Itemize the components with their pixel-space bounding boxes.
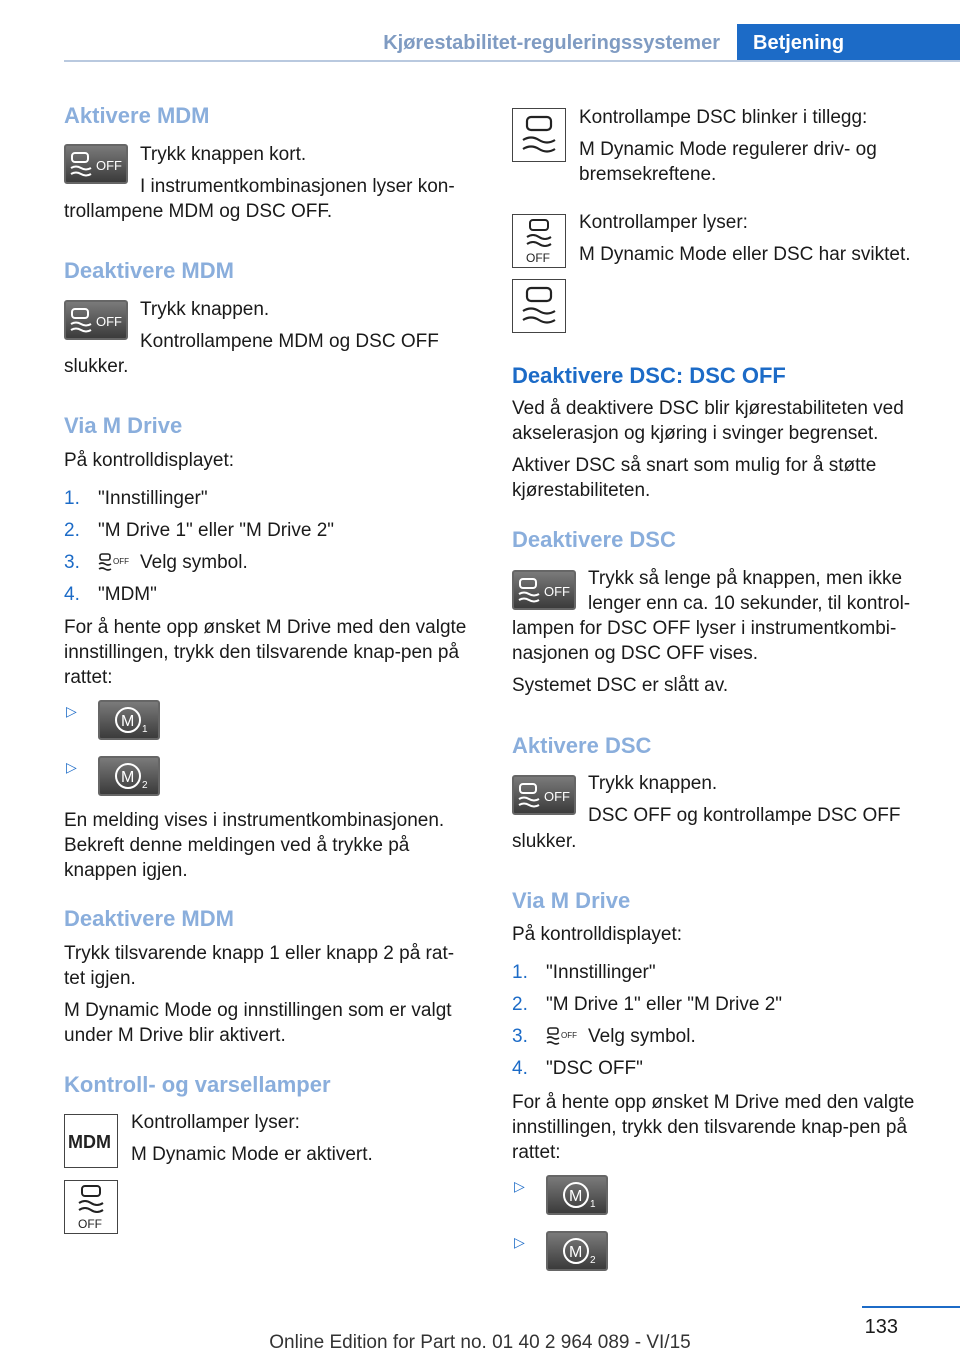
dsc-off-lamp-icon — [512, 214, 566, 268]
heading-kontroll-varsellamper: Kontroll- og varsellamper — [64, 1072, 331, 1097]
svg-text:M: M — [569, 1244, 583, 1261]
list-number: 4. — [64, 584, 80, 605]
list-number: 3. — [512, 1026, 528, 1047]
svg-text:1: 1 — [142, 724, 148, 735]
triangle-marker-icon: ▷ — [66, 703, 77, 719]
text-trollampene: trollampene MDM og DSC OFF. — [64, 201, 333, 222]
text-dsc-off-kontrollampe: DSC OFF og kontrollampe DSC OFF — [588, 805, 901, 826]
text-trykk-sa-lenge: Trykk så lenge på knappen, men ikke — [588, 568, 903, 589]
text-slukker: slukker. — [64, 356, 129, 377]
footer-rule — [862, 1306, 960, 1308]
heading-aktivere-mdm: Aktivere MDM — [64, 103, 210, 128]
list-item: Velg symbol. — [140, 552, 248, 573]
svg-text:OFF: OFF — [544, 584, 570, 599]
list-item: Velg symbol. — [588, 1026, 696, 1047]
triangle-marker-icon: ▷ — [514, 1178, 525, 1194]
text-slukker: slukker. — [512, 831, 577, 852]
dsc-off-lamp-icon — [64, 1180, 118, 1234]
svg-text:OFF: OFF — [96, 314, 122, 329]
triangle-marker-icon: ▷ — [514, 1234, 525, 1250]
mdm-button-icon-2 — [64, 300, 128, 340]
list-number: 1. — [64, 488, 80, 509]
text-trykk-knappen: Trykk knappen. — [140, 299, 270, 320]
header-chapter-tab[interactable]: Betjening — [737, 24, 960, 62]
heading-via-m-drive: Via M Drive — [512, 888, 631, 913]
triangle-marker-icon: ▷ — [66, 759, 77, 775]
list-item: "MDM" — [98, 584, 157, 605]
svg-text:1: 1 — [590, 1199, 596, 1210]
svg-text:OFF: OFF — [78, 1217, 102, 1231]
svg-text:M: M — [569, 1188, 583, 1205]
text-dsc-slatt-av: Systemet DSC er slått av. — [512, 675, 729, 696]
m1-button-icon — [98, 700, 160, 740]
text-instrument-lyser: I instrumentkombinasjonen lyser kon‐ — [140, 176, 455, 197]
list-item: "DSC OFF" — [546, 1058, 643, 1079]
heading-deaktivere-dsc-off: Deaktivere DSC: DSC OFF — [512, 363, 786, 388]
text-kontrollamper-lyser: Kontrollamper lyser: — [579, 212, 748, 233]
text-har-sviktet: M Dynamic Mode eller DSC har sviktet. — [579, 244, 911, 265]
list-item: "M Drive 1" eller "M Drive 2" — [98, 520, 335, 541]
svg-text:M: M — [121, 769, 135, 786]
text-dsc-blinker: Kontrollampe DSC blinker i tillegg: — [579, 107, 868, 128]
text-lampen-for: lampen for DSC OFF lyser i instrumentkombi‐nasjonen og DSC OFF vises. — [512, 618, 897, 664]
list-number: 3. — [64, 552, 80, 573]
text-kontrolldisplay: På kontrolldisplayet: — [512, 924, 683, 945]
footer-edition: Online Edition for Part no. 01 40 2 964 089 - VI/15 — [269, 1332, 691, 1353]
list-number: 4. — [512, 1058, 528, 1079]
list-item: "M Drive 1" eller "M Drive 2" — [546, 994, 783, 1015]
page-number: 133 — [864, 1316, 898, 1338]
list-item: "Innstillinger" — [98, 488, 208, 509]
text-melding: En melding vises i instrumentkombinasjonen. Bekreft denne meldingen ved å trykke på knappen igjen. — [64, 810, 445, 881]
symbol-icon — [98, 552, 132, 578]
text-dynamic-mode-er-aktivert: M Dynamic Mode er aktivert. — [131, 1144, 373, 1165]
symbol-icon — [546, 1026, 580, 1052]
heading-aktivere-dsc: Aktivere DSC — [512, 733, 652, 758]
heading-deaktivere-mdm-2: Deaktivere MDM — [64, 906, 234, 931]
svg-text:OFF: OFF — [113, 557, 129, 566]
text-trykk-knappen: Trykk knappen. — [588, 773, 718, 794]
text-dynamic-mode-aktivert: M Dynamic Mode og innstillingen som er valgt under M Drive blir aktivert. — [64, 1000, 452, 1046]
dsc-button-icon-2 — [512, 775, 576, 815]
text-aktiver-dsc: Aktiver DSC så snart som mulig for å støtte kjørestabiliteten. — [512, 455, 877, 501]
header-section-title: Kjørestabilitet-reguleringssystemer — [383, 32, 720, 54]
off-text: OFF — [96, 158, 122, 173]
m2-button-icon — [546, 1231, 608, 1271]
list-item: "Innstillinger" — [546, 962, 656, 983]
svg-text:OFF: OFF — [561, 1031, 577, 1040]
list-number: 1. — [512, 962, 528, 983]
dsc-button-icon — [512, 570, 576, 610]
mdm-lamp-icon — [64, 1114, 118, 1168]
list-number: 2. — [512, 994, 528, 1015]
m2-button-icon — [98, 756, 160, 796]
text-lenger-enn: lenger enn ca. 10 sekunder, til kontrol‐ — [588, 593, 911, 614]
list-number: 2. — [64, 520, 80, 541]
svg-text:2: 2 — [142, 780, 148, 791]
text-hente-opp: For å hente opp ønsket M Drive med den valgte innstillingen, trykk den tilsvarende knap‐pen på rattet: — [512, 1092, 915, 1163]
text-ved-a-deaktivere: Ved å deaktivere DSC blir kjørestabiliteten ved akselerasjon og kjøring i svinger begrenset. — [512, 398, 904, 444]
svg-text:MDM: MDM — [68, 1132, 111, 1152]
svg-text:M: M — [121, 713, 135, 730]
text-trykk-kort: Trykk knappen kort. — [140, 144, 307, 165]
heading-deaktivere-mdm: Deaktivere MDM — [64, 258, 234, 283]
text-regulerer: M Dynamic Mode regulerer driv- og bremsekreftene. — [579, 139, 877, 185]
m1-button-icon — [546, 1175, 608, 1215]
text-kontrollamper-lyser: Kontrollamper lyser: — [131, 1112, 300, 1133]
heading-via-m-drive: Via M Drive — [64, 413, 183, 438]
svg-text:OFF: OFF — [526, 251, 550, 265]
text-kontrolldisplay: På kontrolldisplayet: — [64, 450, 235, 471]
mdm-button-icon — [64, 144, 128, 184]
header-rule — [64, 60, 960, 62]
svg-text:OFF: OFF — [544, 789, 570, 804]
dsc-lamp-icon — [512, 108, 566, 162]
svg-text:2: 2 — [590, 1255, 596, 1266]
text-kontrollampene: Kontrollampene MDM og DSC OFF — [140, 331, 439, 352]
dsc-lamp-icon-2 — [512, 279, 566, 333]
text-hente-opp: For å hente opp ønsket M Drive med den valgte innstillingen, trykk den tilsvarende knap‐pen på rattet: — [64, 617, 467, 688]
heading-deaktivere-dsc: Deaktivere DSC — [512, 527, 676, 552]
text-trykk-tilsvarende: Trykk tilsvarende knapp 1 eller knapp 2 på rat‐tet igjen. — [64, 943, 455, 989]
